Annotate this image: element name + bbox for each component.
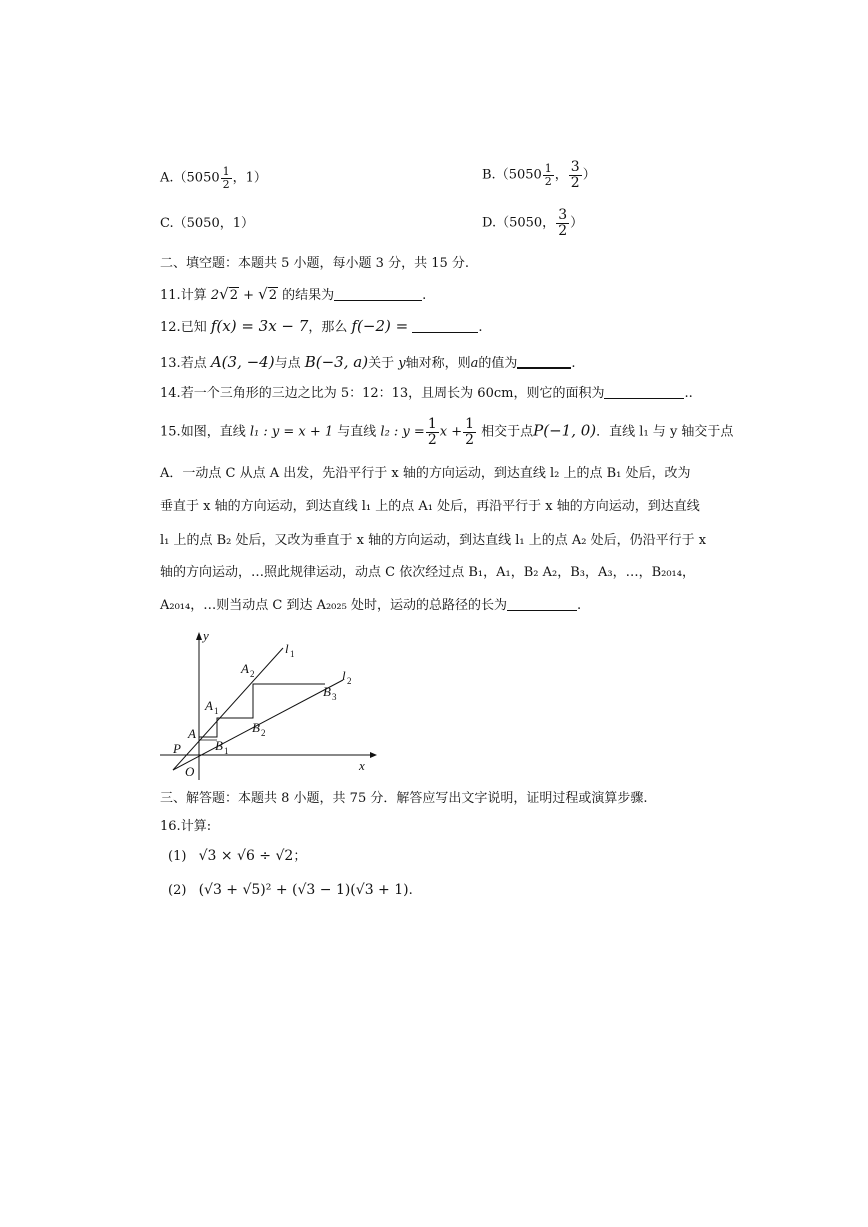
label-l1: l [285,641,289,656]
choice-b-text-mid: ， [554,167,568,183]
label-o: O [185,764,195,779]
q14-number: 14. [160,386,181,401]
q11-radicand-2: 2 [268,288,277,303]
q16-part1-expression: √3 × √6 ÷ √2 [198,848,294,864]
label-b1-sub: 1 [224,746,229,756]
label-x: x [359,758,365,773]
label-y: y [203,628,209,643]
q13-mid-3: 轴对称，则 [405,356,471,371]
q11-number: 11. [160,288,181,303]
x-axis-arrow [370,752,377,758]
choice-d-text-post: ） [570,215,584,231]
choice-a [160,166,267,190]
label-a1-sub: 1 [214,706,219,716]
question-15-line-1 [160,417,733,447]
q13-prefix: 若点 [180,356,207,371]
choice-b-letter: B. [482,167,496,183]
choice-b-text-post: ） [582,167,596,183]
question-12 [160,317,482,336]
q13-number: 13. [160,356,181,371]
question-11 [160,285,426,304]
q15-l2-fraction-1 [426,417,439,447]
q15-line1-post: ．直线 l₁ 与 y 轴交于点 [596,424,734,440]
q13-answer-blank[interactable] [517,355,571,369]
y-axis-arrow [196,632,202,640]
q15-line1-mid: 与直线 [337,424,377,440]
q13-variable: a [470,356,479,371]
q12-function: f(x) = 3x − 7 [210,317,309,335]
q15-l2-frac1-num: 1 [427,416,437,432]
q12-answer-blank[interactable] [412,320,478,333]
label-l1-sub: 1 [290,649,295,659]
question-13 [160,353,576,372]
q14-answer-blank[interactable] [604,386,684,399]
label-l2: l [342,668,346,683]
label-b1: B [215,738,223,753]
q14-text: 若一个三角形的三边之比为 5：12：13，且周长为 60cm，则它的面积为 [180,386,605,401]
q11-sqrt-2: √2 [258,285,277,303]
q12-number: 12. [160,320,181,335]
q11-answer-blank[interactable] [334,288,422,301]
q15-l2-frac2-den: 2 [465,431,475,448]
question-15-line-4: l₁ 上的点 B₂ 处后，又改为垂直于 x 轴的方向运动，到达直线 l₁ 上的点 A₂ 处后，仍沿平行于 x [160,533,707,548]
q13-end: . [571,356,576,371]
choice-a-text-post: ，1） [232,170,267,186]
choice-b-frac2-num: 3 [570,159,580,175]
choice-a-text: （5050 [173,170,220,186]
choice-d-frac-den: 2 [558,222,568,239]
q15-answer-blank[interactable] [507,598,577,611]
q15-l2-x: x + [439,424,463,440]
label-a2-sub: 2 [250,669,255,679]
q16-part2-expression: (√3 + √5)² + (√3 − 1)(√3 + 1) [198,882,409,898]
label-b2: B [252,720,260,735]
choice-b-fraction [543,163,554,187]
q13-suffix: 的值为 [478,356,518,371]
question-15-line-6 [160,598,581,614]
question-15-line-2: A．一动点 C 从点 A 出发，先沿平行于 x 轴的方向运动，到达直线 l₂ 上的点 B₁ 处后，改为 [160,466,691,481]
q16-part1-end: ； [293,849,307,864]
q16-part1-label: (1) [168,849,187,864]
q15-l2-fraction-2 [463,417,476,447]
choice-a-frac-num: 1 [222,165,230,178]
q13-mid-2: 关于 [368,356,395,371]
q12-end: . [478,320,483,335]
question-16-part-2 [168,882,413,899]
q11-end: . [422,288,427,303]
choice-c [160,216,254,232]
label-a2: A [241,661,249,676]
q15-l2-equation: l₂ : y = [380,424,425,440]
q16-number: 16. [160,819,181,834]
question-15-line-3: 垂直于 x 轴的方向运动，到达直线 l₁ 上的点 A₁ 处后，再沿平行于 x 轴的方向运动，到达直线 [160,499,700,514]
question-14 [160,386,693,402]
choice-b-fraction-2 [569,160,582,190]
choice-a-letter: A. [160,170,174,186]
q11-radicand-1: 2 [229,288,238,303]
q12-prefix: 已知 [180,320,207,335]
q11-plus: + [243,288,255,303]
q11-suffix: 的结果为 [282,288,335,303]
choice-d-text: （5050， [496,215,556,231]
q13-point-b: B(−3, a) [304,353,369,371]
choice-a-frac-den: 2 [222,177,230,191]
q12-mid: ，那么 [308,320,348,335]
choice-d-fraction [556,208,569,238]
q15-l2-frac2-num: 1 [465,416,475,432]
q12-function-eval: f(−2) = [351,317,409,335]
label-b3: B [323,684,331,699]
choice-d-frac-num: 3 [558,207,568,223]
section-2-heading: 二、填空题：本题共 5 小题，每小题 3 分，共 15 分. [160,256,470,271]
label-a: A [188,726,196,741]
q16-title-text: 计算: [180,819,212,834]
choice-a-fraction [221,166,232,190]
q13-axis: y [398,356,406,371]
q15-line6-text: A₂₀₁₄，…则当动点 C 到达 A₂₀₂₅ 处时，运动的总路径的长为 [160,598,507,613]
label-b3-sub: 3 [332,692,337,702]
label-a1: A [205,698,213,713]
label-p: P [173,741,181,756]
q15-l2-frac1-den: 2 [427,431,437,448]
question-16-title [160,819,211,835]
choice-d [482,208,583,238]
choice-d-letter: D. [482,215,497,231]
choice-b-text: （5050 [495,167,542,183]
choice-b [482,160,596,190]
q15-point-p: P(−1, 0) [533,421,597,440]
section-3-heading: 三、解答题：本题共 8 小题，共 75 分．解答应写出文字说明，证明过程或演算步骤. [160,791,648,806]
choice-c-letter: C. [160,216,174,231]
choice-b-frac2-den: 2 [570,174,580,191]
q15-number: 15. [160,424,181,440]
label-b2-sub: 2 [261,728,266,738]
q15-figure [155,628,385,783]
q16-part2-label: (2) [168,883,187,898]
q15-line6-end: . [576,598,582,613]
q16-part2-end: . [408,883,413,898]
q11-coefficient: 2 [210,288,220,303]
q11-sqrt-1: √2 [219,285,238,303]
q13-point-a: A(3, −4) [210,353,275,371]
question-15-line-5: 轴的方向运动，…照此规律运动，动点 C 依次经过点 B₁，A₁，B₂ A₂，B₃，A₃，…，B₂₀₁₄， [160,565,695,580]
q14-end: .. [684,386,693,401]
label-l2-sub: 2 [347,676,352,686]
q15-l1-equation: l₁ : y = x + 1 [249,424,334,440]
question-16-part-1 [168,848,306,865]
choice-c-text: （5050，1） [173,216,254,231]
q11-prefix: 计算 [180,288,207,303]
q15-line1-pre: 如图，直线 [180,424,246,440]
q13-mid-1: 与点 [274,356,301,371]
choice-b-frac-num: 1 [544,162,552,176]
choice-b-frac-den: 2 [544,174,552,188]
q15-line1-mid2: 相交于点 [481,424,534,440]
